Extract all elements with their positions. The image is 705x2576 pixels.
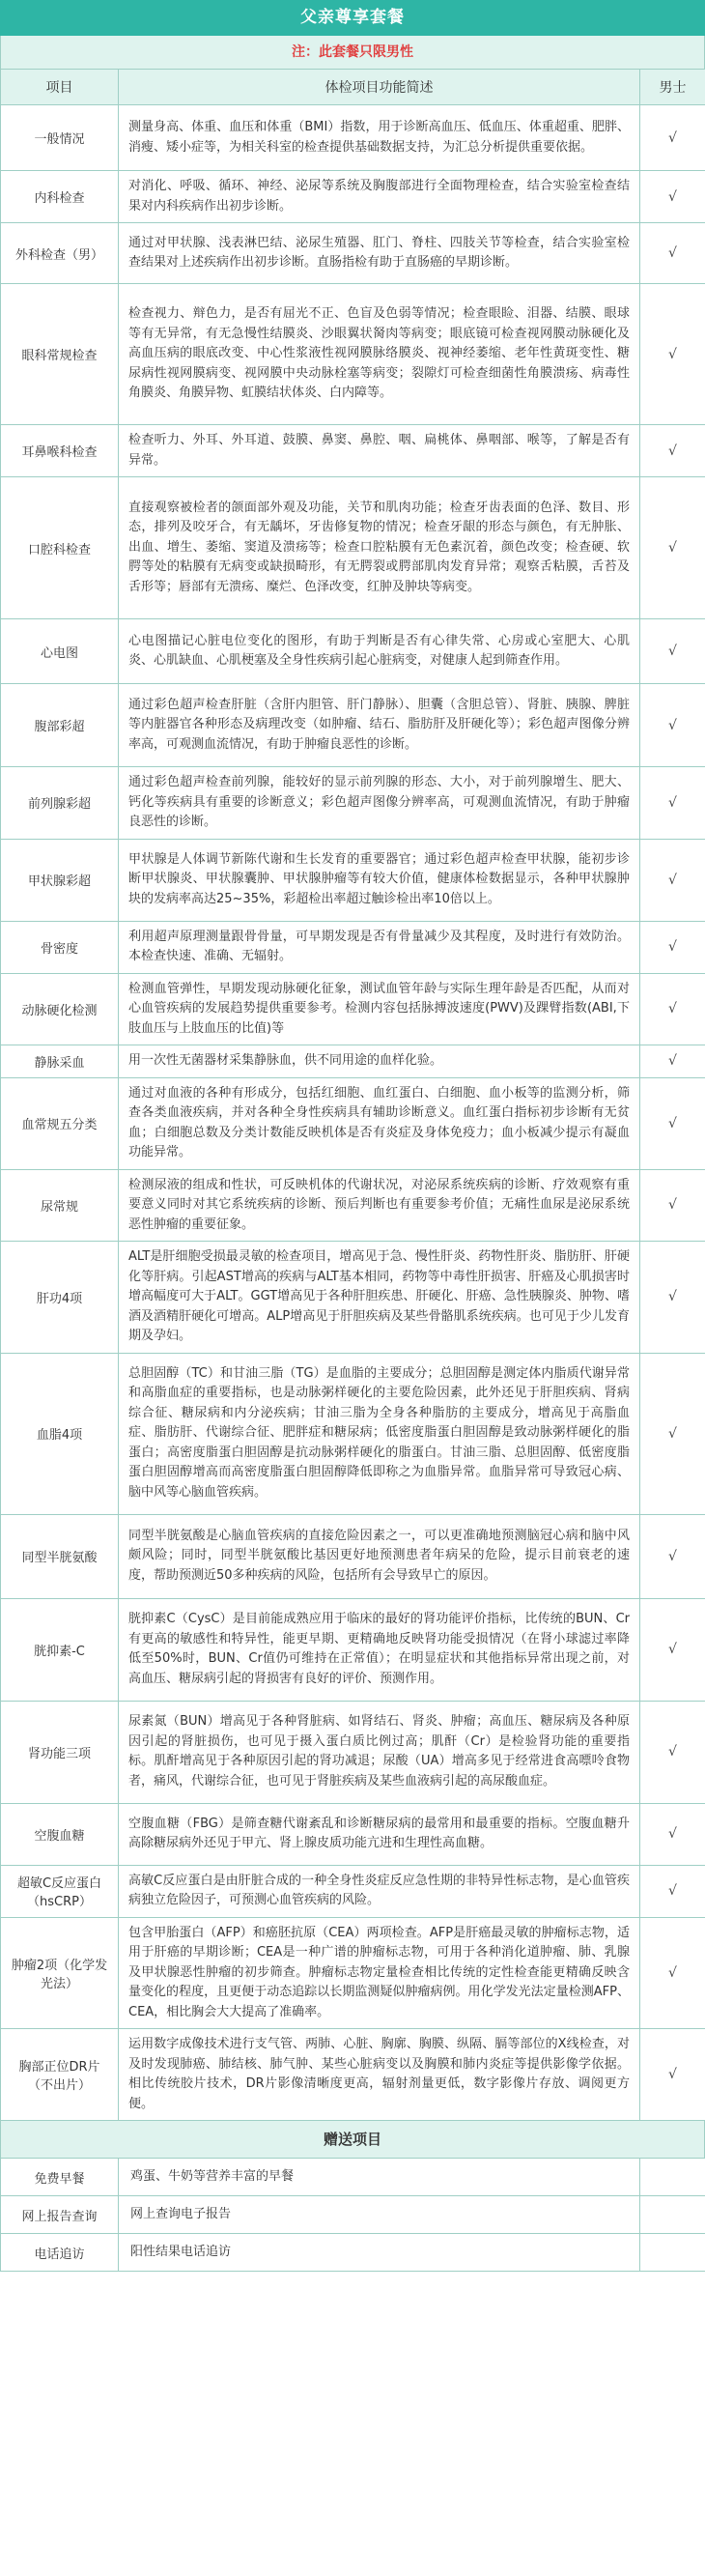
male-only-note: 注：此套餐只限男性 bbox=[0, 36, 705, 69]
item-name: 腹部彩超 bbox=[1, 684, 119, 767]
male-check-mark: √ bbox=[640, 425, 705, 477]
gift-name: 免费早餐 bbox=[1, 2159, 119, 2196]
item-description: 通过彩色超声检查肝脏（含肝内胆管、肝门静脉）、胆囊（含胆总管）、肾脏、胰腺、脾脏等内脏器官各种形态及病理改变（如肿瘤、结石、脂肪肝及肝硬化等）；彩色超声图像分辨率高，可观测血流情况，有助于肿瘤良恶性的诊断。 bbox=[119, 684, 640, 767]
table-row bbox=[1, 619, 705, 684]
header-desc: 体检项目功能简述 bbox=[119, 70, 640, 105]
table-row bbox=[1, 1514, 705, 1598]
item-name: 静脉采血 bbox=[1, 1045, 119, 1078]
item-description: 通过对甲状腺、浅表淋巴结、泌尿生殖器、肛门、脊柱、四肢关节等检查，结合实验室检查结果对上述疾病作出初步诊断。直肠指检有助于直肠癌的早期诊断。 bbox=[119, 223, 640, 284]
item-description: 利用超声原理测量跟骨骨量，可早期发现是否有骨量减少及其程度，及时进行有效防治。本检查快速、准确、无辐射。 bbox=[119, 921, 640, 973]
gift-empty-cell bbox=[640, 2234, 705, 2272]
item-description: 甲状腺是人体调节新陈代谢和生长发育的重要器官；通过彩色超声检查甲状腺，能初步诊断甲状腺炎、甲状腺囊肿、甲状腺肿瘤等有较大价值，健康体检数据显示，各种甲状腺肿块的发病率高达25~35%，彩超检出率超过触诊检出率10倍以上。 bbox=[119, 839, 640, 921]
item-name: 空腹血糖 bbox=[1, 1803, 119, 1865]
male-check-mark: √ bbox=[640, 171, 705, 223]
item-name: 甲状腺彩超 bbox=[1, 839, 119, 921]
male-check-mark: √ bbox=[640, 839, 705, 921]
table-row bbox=[1, 425, 705, 477]
item-description: 检测尿液的组成和性状，可反映机体的代谢状况，对泌尿系统疾病的诊断、疗效观察有重要意义同时对其它系统疾病的诊断、预后判断也有重要参考价值；无痛性血尿是泌尿系统恶性肿瘤的重要征象。 bbox=[119, 1169, 640, 1242]
item-name: 前列腺彩超 bbox=[1, 767, 119, 840]
item-name: 耳鼻喉科检查 bbox=[1, 425, 119, 477]
item-name: 心电图 bbox=[1, 619, 119, 684]
male-check-mark: √ bbox=[640, 1514, 705, 1598]
gift-empty-cell bbox=[640, 2159, 705, 2196]
table-row bbox=[1, 223, 705, 284]
male-check-mark: √ bbox=[640, 1598, 705, 1701]
table-row bbox=[1, 2029, 705, 2121]
table-row bbox=[1, 1803, 705, 1865]
item-name: 血常规五分类 bbox=[1, 1077, 119, 1169]
item-description: 检查视力、辩色力，是否有屈光不正、色盲及色弱等情况；检查眼睑、泪器、结膜、眼球等有无异常，有无急慢性结膜炎、沙眼翼状胬肉等病变；眼底镜可检查视网膜动脉硬化及高血压病的眼底改变、中心性浆液性视网膜脉络膜炎、视神经萎缩、老年性黄斑变性、糖尿病性视网膜病变、视网膜中央动脉栓塞等病变；裂隙灯可检查细菌性角膜溃疡、病毒性角膜炎、角膜异物、虹膜结状体炎、白内障等。 bbox=[119, 284, 640, 425]
table-row bbox=[1, 684, 705, 767]
item-name: 尿常规 bbox=[1, 1169, 119, 1242]
item-description: 高敏C反应蛋白是由肝脏合成的一种全身性炎症反应急性期的非特异性标志物，是心血管疾病独立危险因子，可预测心血管疾病的风险。 bbox=[119, 1865, 640, 1917]
item-description: 胱抑素C（CysC）是目前能成熟应用于临床的最好的肾功能评价指标，比传统的BUN、Cr有更高的敏感性和特异性，能更早期、更精确地反映肾功能受损情况（在肾小球滤过率降低至50%时，BUN、Cr值仍可维持在正常值）；在明显症状和其他指标异常出现之前，对高血压、糖尿病引起的肾损害有良好的评价、预测作用。 bbox=[119, 1598, 640, 1701]
gifts-table bbox=[0, 2158, 705, 2272]
item-description: 包含甲胎蛋白（AFP）和癌胚抗原（CEA）两项检查。AFP是肝癌最灵敏的肿瘤标志物，适用于肝癌的早期诊断；CEA是一种广谱的肿瘤标志物，可用于各种消化道肿瘤、肺、乳腺及甲状腺恶性肿瘤的初步筛查。肿瘤标志物定量检查相比传统的定性检查能更精确反映含量变化的程度，且更便于动态追踪以长期监测疑似肿瘤病例。用化学发光法定量检测AFP、CEA，相比胸会大大提高了准确率。 bbox=[119, 1917, 640, 2029]
item-name: 眼科常规检查 bbox=[1, 284, 119, 425]
gifts-body bbox=[1, 2159, 705, 2272]
item-name: 骨密度 bbox=[1, 921, 119, 973]
item-name: 动脉硬化检测 bbox=[1, 973, 119, 1045]
male-check-mark: √ bbox=[640, 1701, 705, 1803]
item-description: 直接观察被检者的颌面部外观及功能，关节和肌肉功能；检查牙齿表面的色泽、数目、形态，排列及咬牙合，有无龋坏，牙齿修复物的情况；检查牙龈的形态与颜色，有无肿胀、出血、增生、萎缩、窦道及溃疡等；检查口腔粘膜有无色素沉着，颜色改变；检查硬、软腭等处的粘膜有无病变或缺损畸形，有无腭裂或腭部肌肉发育异常；观察舌粘膜，舌苔及舌形等；唇部有无溃疡、糜烂、色泽改变，红肿及肿块等病变。 bbox=[119, 477, 640, 619]
table-row bbox=[1, 105, 705, 171]
male-check-mark: √ bbox=[640, 973, 705, 1045]
gift-description: 鸡蛋、牛奶等营养丰富的早餐 bbox=[119, 2159, 640, 2196]
table-row bbox=[1, 1169, 705, 1242]
male-check-mark: √ bbox=[640, 284, 705, 425]
item-name: 血脂4项 bbox=[1, 1353, 119, 1514]
item-name: 口腔科检查 bbox=[1, 477, 119, 619]
male-check-mark: √ bbox=[640, 223, 705, 284]
item-name: 内科检查 bbox=[1, 171, 119, 223]
item-name: 胱抑素-C bbox=[1, 1598, 119, 1701]
gift-description: 阳性结果电话追访 bbox=[119, 2234, 640, 2272]
male-check-mark: √ bbox=[640, 1353, 705, 1514]
item-name: 肾功能三项 bbox=[1, 1701, 119, 1803]
male-check-mark: √ bbox=[640, 1917, 705, 2029]
male-check-mark: √ bbox=[640, 619, 705, 684]
table-row bbox=[1, 1045, 705, 1078]
table-row bbox=[1, 1917, 705, 2029]
table-row bbox=[1, 973, 705, 1045]
gift-empty-cell bbox=[640, 2196, 705, 2234]
item-description: 运用数字成像技术进行支气管、两肺、心脏、胸廓、胸膜、纵隔、膈等部位的X线检查，对及时发现肺癌、肺结核、肺气肿、某些心脏病变以及胸膜和肺内炎症等提供影像学依据。相比传统胶片技术，DR片影像清晰度更高，辐射剂量更低，数字影像片存放、调阅更方便。 bbox=[119, 2029, 640, 2121]
gift-row bbox=[1, 2234, 705, 2272]
male-check-mark: √ bbox=[640, 477, 705, 619]
table-row bbox=[1, 1701, 705, 1803]
item-description: 测量身高、体重、血压和体重（BMI）指数，用于诊断高血压、低血压、体重超重、肥胖、消瘦、矮小症等，为相关科室的检查提供基础数据支持，为汇总分析提供重要依据。 bbox=[119, 105, 640, 171]
male-check-mark: √ bbox=[640, 921, 705, 973]
item-description: 总胆固醇（TC）和甘油三脂（TG）是血脂的主要成分；总胆固醇是测定体内脂质代谢异常和高脂血症的重要指标，也是动脉粥样硬化的主要危险因素，此外还见于肝胆疾病、肾病综合征、糖尿病和内分泌疾病；甘油三脂为全身各种脂肪的主要成分，增高见于高脂血症、脂肪肝、代谢综合征、肥胖症和糖尿病；低密度脂蛋白胆固醇是致动脉粥样硬化的脂蛋白；高密度脂蛋白胆固醇是抗动脉粥样硬化的脂蛋白。甘油三脂、总胆固醇、低密度脂蛋白胆固醇增高而高密度脂蛋白胆固醇降低即称之为血脂异常。血脂异常可导致冠心病、脑中风等心脑血管疾病。 bbox=[119, 1353, 640, 1514]
item-description: 通过对血液的各种有形成分，包括红细胞、血红蛋白、白细胞、血小板等的监测分析，筛查各类血液疾病，并对各种全身性疾病具有辅助诊断意义。血红蛋白指标初步诊断有无贫血；白细胞总数及分类计数能反映机体是否有炎症及身体免疫力；血小板减少提示有凝血功能异常。 bbox=[119, 1077, 640, 1169]
item-description: 通过彩色超声检查前列腺，能较好的显示前列腺的形态、大小，对于前列腺增生、肥大、钙化等疾病具有重要的诊断意义；彩色超声图像分辨率高，可观测血流情况，有助于肿瘤良恶性的诊断。 bbox=[119, 767, 640, 840]
table-row bbox=[1, 839, 705, 921]
header-male: 男士 bbox=[640, 70, 705, 105]
item-description: ALT是肝细胞受损最灵敏的检查项目，增高见于急、慢性肝炎、药物性肝炎、脂肪肝、肝硬化等肝病。引起AST增高的疾病与ALT基本相同，药物等中毒性肝损害、肝癌及心肌损害时增高幅度可大于ALT。GGT增高见于各种肝胆疾患、肝硬化、肝癌、急性胰腺炎、肿物、嗜酒及酒精肝硬化可增高。ALP增高见于肝胆疾病及某些骨骼肌系统疾病。也可见于少儿发育期及孕妇。 bbox=[119, 1242, 640, 1354]
table-row bbox=[1, 1077, 705, 1169]
item-description: 心电图描记心脏电位变化的图形，有助于判断是否有心律失常、心房或心室肥大、心肌炎、心肌缺血、心肌梗塞及全身性疾病引起心脏病变，对健康人起到筛查作用。 bbox=[119, 619, 640, 684]
item-name: 肿瘤2项（化学发光法） bbox=[1, 1917, 119, 2029]
male-check-mark: √ bbox=[640, 1803, 705, 1865]
item-description: 尿素氮（BUN）增高见于各种肾脏病、如肾结石、肾炎、肿瘤；高血压、糖尿病及各种原因引起的肾脏损伤，也可见于摄入蛋白质比例过高；肌酐（Cr）是检验肾功能的重要指标。肌酐增高见于各种原因引起的肾功减退；尿酸（UA）增高多见于经常进食高嘌呤食物者，痛风，代谢综合征，也可见于肾脏疾病及某些血液病引起的高尿酸血症。 bbox=[119, 1701, 640, 1803]
male-check-mark: √ bbox=[640, 1169, 705, 1242]
table-row bbox=[1, 1353, 705, 1514]
item-name: 一般情况 bbox=[1, 105, 119, 171]
male-check-mark: √ bbox=[640, 2029, 705, 2121]
item-name: 胸部正位DR片（不出片） bbox=[1, 2029, 119, 2121]
item-description: 检测血管弹性，早期发现动脉硬化征象，测试血管年龄与实际生理年龄是否匹配，从而对心血管疾病的发展趋势提供重要参考。检测内容包括脉搏波速度(PWV)及踝臂指数(ABI,下肢血压与上肢血压的比值)等 bbox=[119, 973, 640, 1045]
male-check-mark: √ bbox=[640, 1242, 705, 1354]
item-description: 对消化、呼吸、循环、神经、泌尿等系统及胸腹部进行全面物理检查，结合实验室检查结果对内科疾病作出初步诊断。 bbox=[119, 171, 640, 223]
male-check-mark: √ bbox=[640, 767, 705, 840]
checkup-table bbox=[0, 69, 705, 2121]
male-check-mark: √ bbox=[640, 1865, 705, 1917]
item-name: 超敏C反应蛋白（hsCRP） bbox=[1, 1865, 119, 1917]
header-item: 项目 bbox=[1, 70, 119, 105]
item-name: 肝功4项 bbox=[1, 1242, 119, 1354]
table-body bbox=[1, 105, 705, 2121]
gift-row bbox=[1, 2159, 705, 2196]
gifts-title: 赠送项目 bbox=[0, 2121, 705, 2158]
table-row bbox=[1, 1242, 705, 1354]
item-description: 检查听力、外耳、外耳道、鼓膜、鼻窦、鼻腔、咽、扁桃体、鼻咽部、喉等，了解是否有异常。 bbox=[119, 425, 640, 477]
item-name: 同型半胱氨酸 bbox=[1, 1514, 119, 1598]
table-row bbox=[1, 284, 705, 425]
gift-row bbox=[1, 2196, 705, 2234]
item-description: 同型半胱氨酸是心脑血管疾病的直接危险因素之一，可以更准确地预测脑冠心病和脑中风颇风险；同时，同型半胱氨酸比基因更好地预测患者年病呆的危险，提示目前衰老的速度，帮助预测近50多种疾病的风险，包括所有会导致早亡的原因。 bbox=[119, 1514, 640, 1598]
male-check-mark: √ bbox=[640, 684, 705, 767]
table-row bbox=[1, 171, 705, 223]
table-header-row bbox=[1, 70, 705, 105]
gift-description: 网上查询电子报告 bbox=[119, 2196, 640, 2234]
gift-name: 电话追访 bbox=[1, 2234, 119, 2272]
package-title: 父亲尊享套餐 bbox=[0, 0, 705, 36]
table-row bbox=[1, 1865, 705, 1917]
male-check-mark: √ bbox=[640, 1045, 705, 1078]
table-row bbox=[1, 477, 705, 619]
table-row bbox=[1, 1598, 705, 1701]
gift-name: 网上报告查询 bbox=[1, 2196, 119, 2234]
male-check-mark: √ bbox=[640, 105, 705, 171]
item-name: 外科检查（男） bbox=[1, 223, 119, 284]
table-row bbox=[1, 767, 705, 840]
male-check-mark: √ bbox=[640, 1077, 705, 1169]
item-description: 空腹血糖（FBG）是筛查糖代谢紊乱和诊断糖尿病的最常用和最重要的指标。空腹血糖升高除糖尿病外还见于甲亢、肾上腺皮质功能亢进和生理性高血糖。 bbox=[119, 1803, 640, 1865]
table-row bbox=[1, 921, 705, 973]
item-description: 用一次性无菌器材采集静脉血，供不同用途的血样化验。 bbox=[119, 1045, 640, 1078]
